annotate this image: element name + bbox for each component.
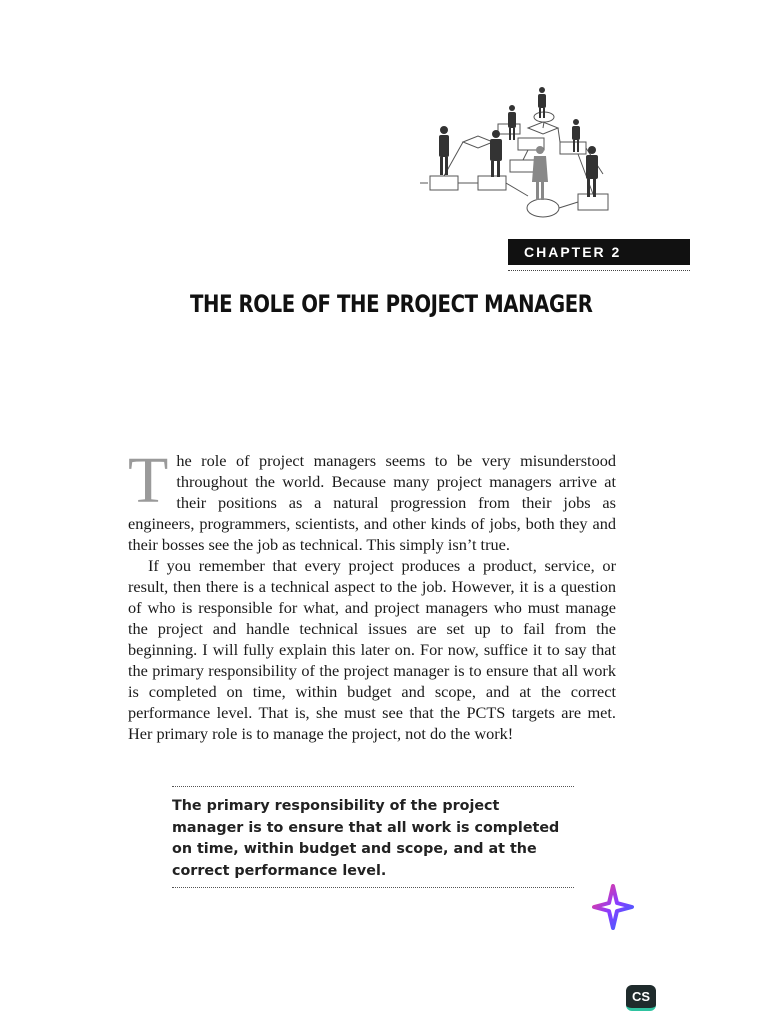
cs-badge: CS — [626, 985, 656, 1011]
chapter-label: CHAPTER 2 — [508, 239, 690, 265]
chapter-divider — [508, 270, 690, 271]
page-title: THE ROLE OF THE PROJECT MANAGER — [190, 290, 593, 318]
org-chart-people-icon — [418, 84, 618, 228]
pull-quote-bottom-rule — [172, 887, 574, 888]
paragraph-1 — [128, 444, 616, 555]
paragraph-1-text: he role of project managers seems to be very misunderstood throughout the world. Because many project managers arrive at their positions as a natural progression from their jobs as engineers, programmers, scientists, and other kinds of jobs, both they and their bosses see the job as technical. This simply isn’t true. — [128, 451, 616, 554]
body-text — [128, 444, 616, 744]
paragraph-2: If you remember that every project produces a product, service, or result, then there is a technical aspect to the job. However, it is a question of who is responsible for what, and project managers who must manage the project and handle technical issues are set up to fail from the beginning. I will fully explain this later on. For now, suffice it to say that the primary responsibility of the project manager is to ensure that all work is completed on time, within budget and scope, and at the correct performance level. That is, she must see that the PCTS targets are met. Her primary role is to manage the project, not do the work! — [128, 556, 616, 743]
drop-cap: T — [128, 444, 169, 517]
pull-quote: The primary responsibility of the project manager is to ensure that all work is completed on time, within budget and scope, and at the correct performance level. — [172, 798, 560, 879]
pull-quote-top-rule — [172, 786, 574, 787]
sparkle-star-icon — [592, 884, 634, 930]
